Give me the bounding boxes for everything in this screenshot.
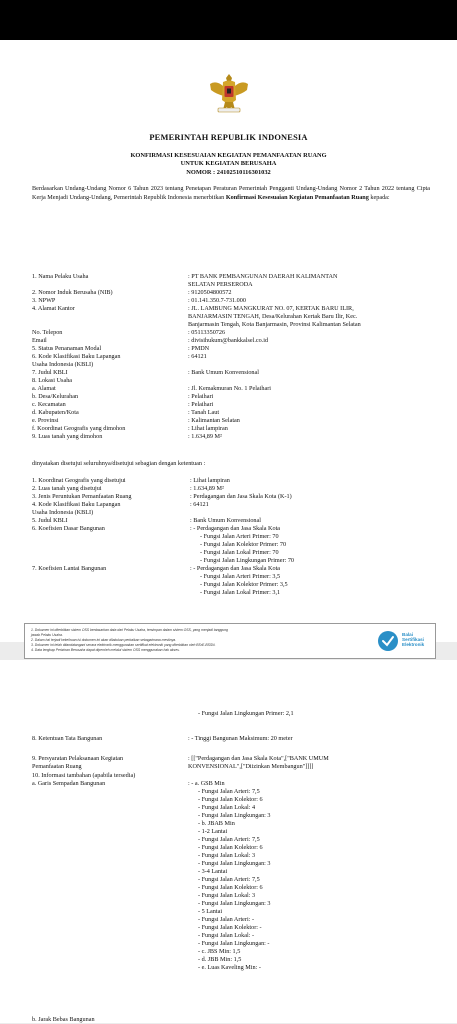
field-label: 7. Judul KBLI [32, 369, 68, 376]
page-title: PEMERINTAH REPUBLIK INDONESIA [149, 133, 308, 142]
item-label: Pemanfaatan Ruang [32, 763, 82, 770]
document-number: NOMOR : 24102510116301032 [186, 169, 271, 176]
gsb-line: - Fungsi Jalan Kolektor: 6 [198, 796, 263, 803]
gsb-line: - e. Luas Kaveling Min: - [198, 964, 261, 971]
gsb-line: - Fungsi Jalan Arteri: - [198, 916, 255, 923]
field-value: : PT BANK PEMBANGUNAN DAERAH KALIMANTAN [188, 273, 338, 280]
field-label: Usaha Indonesia (KBLI) [32, 509, 94, 516]
field-value: : Jl. Kemakmuran No. 1 Pelaihari [188, 385, 271, 392]
field-label: 6. Koefisien Dasar Bangunan [32, 525, 105, 532]
klb-value: : - Perdagangan dan Jasa Skala Kota [190, 565, 281, 572]
field-value: : Pelaihari [188, 393, 214, 400]
gsb-line: - Fungsi Jalan Arteri: 7,5 [198, 788, 260, 795]
field-value: : 01.141.350.7-731.000 [188, 297, 246, 304]
field-value: : 64121 [188, 353, 207, 360]
bsre-logo-icon [377, 630, 399, 652]
item-label: 8. Ketentuan Tata Bangunan [32, 735, 103, 742]
item-value: : - Tinggi Bangunan Maksimum: 20 meter [188, 735, 293, 742]
item-value: KONVENSIONAL",["Diizinkan Membangun"]]]] [188, 763, 314, 770]
field-label: 9. Luas tanah yang dimohon [32, 433, 103, 440]
field-label: No. Telepon [32, 329, 63, 336]
footnote: 2. Dalam hal terjadi kekeliruan isi dokumen ini akan dilakukan perbaikan sebagaimana mestinya. [31, 638, 177, 642]
field-value: : JL. LAMBUNG MANGKURAT NO. 07, KERTAK BARU ILIR, [188, 305, 354, 312]
footnote: jawab Pelaku Usaha. [31, 633, 63, 637]
item-label: 9. Persyaratan Pelaksanaan Kegiatan [32, 755, 124, 762]
klb-line: - Fungsi Jalan Arteri Primer: 3,5 [200, 573, 281, 580]
field-value: : divisihukum@bankkalsel.co.id [188, 337, 269, 344]
field-value: : Lihat lampiran [190, 477, 230, 484]
gsb-line: - Fungsi Jalan Kolektor: - [198, 924, 262, 931]
footnote: 1. Dokumen ini diterbitkan sistem OSS berdasarkan data dari Pelaku Usaha, tersimpan dalam sistem OSS, yang menjadi tanggung [31, 628, 228, 632]
field-label: f. Koordinat Geografis yang dimohon [32, 425, 126, 432]
gsb-line: - 3-4 Lantai [198, 868, 228, 875]
document-page-1 [0, 40, 457, 652]
field-label: 2. Luas tanah yang disetujui [32, 485, 102, 492]
field-label: 3. Jenis Peruntukan Pemanfaatan Ruang [32, 493, 132, 500]
document-subtitle: KONFIRMASI KESESUAIAN KEGIATAN PEMANFAATAN RUANG [130, 152, 327, 159]
item-value: : - a. GSB Min [188, 780, 225, 787]
garuda-emblem-icon [208, 70, 250, 114]
field-value: : Kalimantan Selatan [188, 417, 240, 424]
bsre-label: Elektronik [402, 642, 425, 647]
bsre-label: Balai [402, 632, 413, 637]
gsb-line: - d. JBB Min: 1,5 [198, 956, 242, 963]
klb-line: - Fungsi Jalan Kolektor Primer: 3,5 [200, 581, 288, 588]
field-label: e. Provinsi [32, 417, 59, 424]
field-value: : Bank Umum Konvensional [190, 517, 261, 524]
gsb-line: - Fungsi Jalan Lokal: 3 [198, 852, 256, 859]
field-value: : 1.634,89 M² [190, 485, 224, 492]
field-label: d. Kabupaten/Kota [32, 409, 79, 416]
field-label: 2. Nomor Induk Berusaha (NIB) [32, 289, 113, 296]
document-subtitle-2: UNTUK KEGIATAN BERUSAHA [180, 160, 277, 167]
field-value: : 64121 [190, 501, 209, 508]
field-value: : 1.634,89 M² [188, 433, 222, 440]
field-label: 5. Status Penanaman Modal [32, 345, 102, 352]
kdb-line: - Fungsi Jalan Kolektor Primer: 70 [200, 541, 287, 548]
intro-bold: Konfirmasi Kesesuaian Kegiatan Pemanfaatan Ruang [225, 193, 369, 201]
field-value: : Lihat lampiran [188, 425, 228, 432]
kdb-line: - Fungsi Jalan Lingkungan Primer: 70 [200, 557, 295, 564]
field-value: SELATAN PERSERODA [188, 281, 253, 288]
field-value: Banjarmasin Tengah, Kota Banjarmasin, Provinsi Kalimantan Selatan [188, 321, 361, 328]
gsb-line: - 5 Lantai [198, 908, 223, 915]
field-label: 1. Koordinat Geografis yang disetujui [32, 477, 126, 484]
item-label: a. Garis Sempadan Bangunan [32, 780, 106, 787]
gsb-line: - c. JBS Min: 1,5 [198, 948, 241, 955]
field-value: : Perdagangan dan Jasa Skala Kota (K-1) [190, 493, 292, 500]
field-value: : 9120504800572 [188, 289, 232, 296]
field-label: 5. Judul KBLI [32, 517, 68, 524]
field-label: Usaha Indonesia (KBLI) [32, 361, 94, 368]
field-label: 8. Lokasi Usaha [32, 377, 73, 384]
footnote: 3. Dokumen ini telah ditandatangani secara elektronik menggunakan sertifikat elektronik yang diterbitkan oleh BSrE-BSSN. [31, 643, 216, 647]
gsb-line: - Fungsi Jalan Arteri: 7,5 [198, 836, 260, 843]
klb-continuation: - Fungsi Jalan Lingkungan Primer: 2,1 [198, 710, 294, 717]
gsb-line: - Fungsi Jalan Lokal: 4 [198, 804, 256, 811]
item-label: 10. Informasi tambahan (apabila tersedia) [32, 772, 136, 779]
field-value: : Bank Umum Konvensional [188, 369, 259, 376]
intro-paragraph: Berdasarkan Undang-Undang Nomor 6 Tahun 2023 tentang Penetapan Peraturan Pemerintah Pengganti Undang-Undang Nomor 2 Tahun 2022 tentang Cipta Kerja Menjadi Undang-Undang, Pemerintah Republik Indonesia menerbitkan Konfirmasi Kesesuaian Kegiatan Pemanfaatan Ruang kepada: [32, 185, 430, 201]
field-label: 1. Nama Pelaku Usaha [32, 273, 89, 280]
document-footer [24, 623, 436, 659]
gsb-line: - Fungsi Jalan Kolektor: 6 [198, 844, 263, 851]
gsb-line: - Fungsi Jalan Lokal: - [198, 932, 255, 939]
klb-label: 7. Koefisien Lantai Bangunan [32, 565, 107, 572]
item-label: b. Jarak Bebas Bangunan [32, 1016, 95, 1023]
field-label: 4. Alamat Kantor [32, 305, 75, 312]
field-value: : PMDN [188, 345, 210, 352]
gsb-line: - Fungsi Jalan Arteri: 7,5 [198, 876, 260, 883]
bsre-label: Sertifikasi [402, 637, 424, 642]
field-label: c. Kecamatan [32, 401, 66, 408]
document-page-2 [0, 660, 457, 1023]
field-value: : Pelaihari [188, 401, 214, 408]
field-label: b. Desa/Kelurahan [32, 393, 79, 400]
gsb-line: - Fungsi Jalan Lokal: 3 [198, 892, 256, 899]
footnote: 4. Data lengkap Perizinan Berusaha dapat diperoleh melalui sistem OSS menggunakan hak akses. [31, 648, 180, 652]
field-value: BANJARMASIN TENGAH, Desa/Kelurahan Kertak Baru Ilir, Kec. [188, 313, 358, 320]
gsb-line: - Fungsi Jalan Lingkungan: - [198, 940, 270, 947]
field-label: 6. Kode Klasifikasi Baku Lapangan [32, 353, 121, 360]
gsb-line: - Fungsi Jalan Kolektor: 6 [198, 884, 263, 891]
approval-statement: dinyatakan disetujui seluruhnya/disetujui sebagian dengan ketentuan : [32, 460, 206, 467]
gsb-line: - Fungsi Jalan Lingkungan: 3 [198, 860, 271, 867]
field-label: 3. NPWP [32, 297, 56, 304]
gsb-line: - Fungsi Jalan Lingkungan: 3 [198, 900, 271, 907]
field-value: : - Perdagangan dan Jasa Skala Kota [190, 525, 281, 532]
kdb-line: - Fungsi Jalan Lokal Primer: 70 [200, 549, 279, 556]
status-bar [0, 0, 457, 40]
field-value: : 05113350726 [188, 329, 226, 336]
kdb-line: - Fungsi Jalan Arteri Primer: 70 [200, 533, 279, 540]
field-label: 4. Kode Klasifikasi Baku Lapangan [32, 501, 121, 508]
field-value: : Tanah Laut [188, 409, 220, 416]
field-label: a. Alamat [32, 385, 56, 392]
field-label: Email [32, 337, 47, 344]
gsb-line: - 1-2 Lantai [198, 828, 228, 835]
gsb-line: - b. JBAB Min [198, 820, 235, 827]
item-value: : [["Perdagangan dan Jasa Skala Kota",["BANK UMUM [188, 755, 329, 762]
gsb-line: - Fungsi Jalan Lingkungan: 3 [198, 812, 271, 819]
klb-line: - Fungsi Jalan Lokal Primer: 3,1 [200, 589, 281, 596]
